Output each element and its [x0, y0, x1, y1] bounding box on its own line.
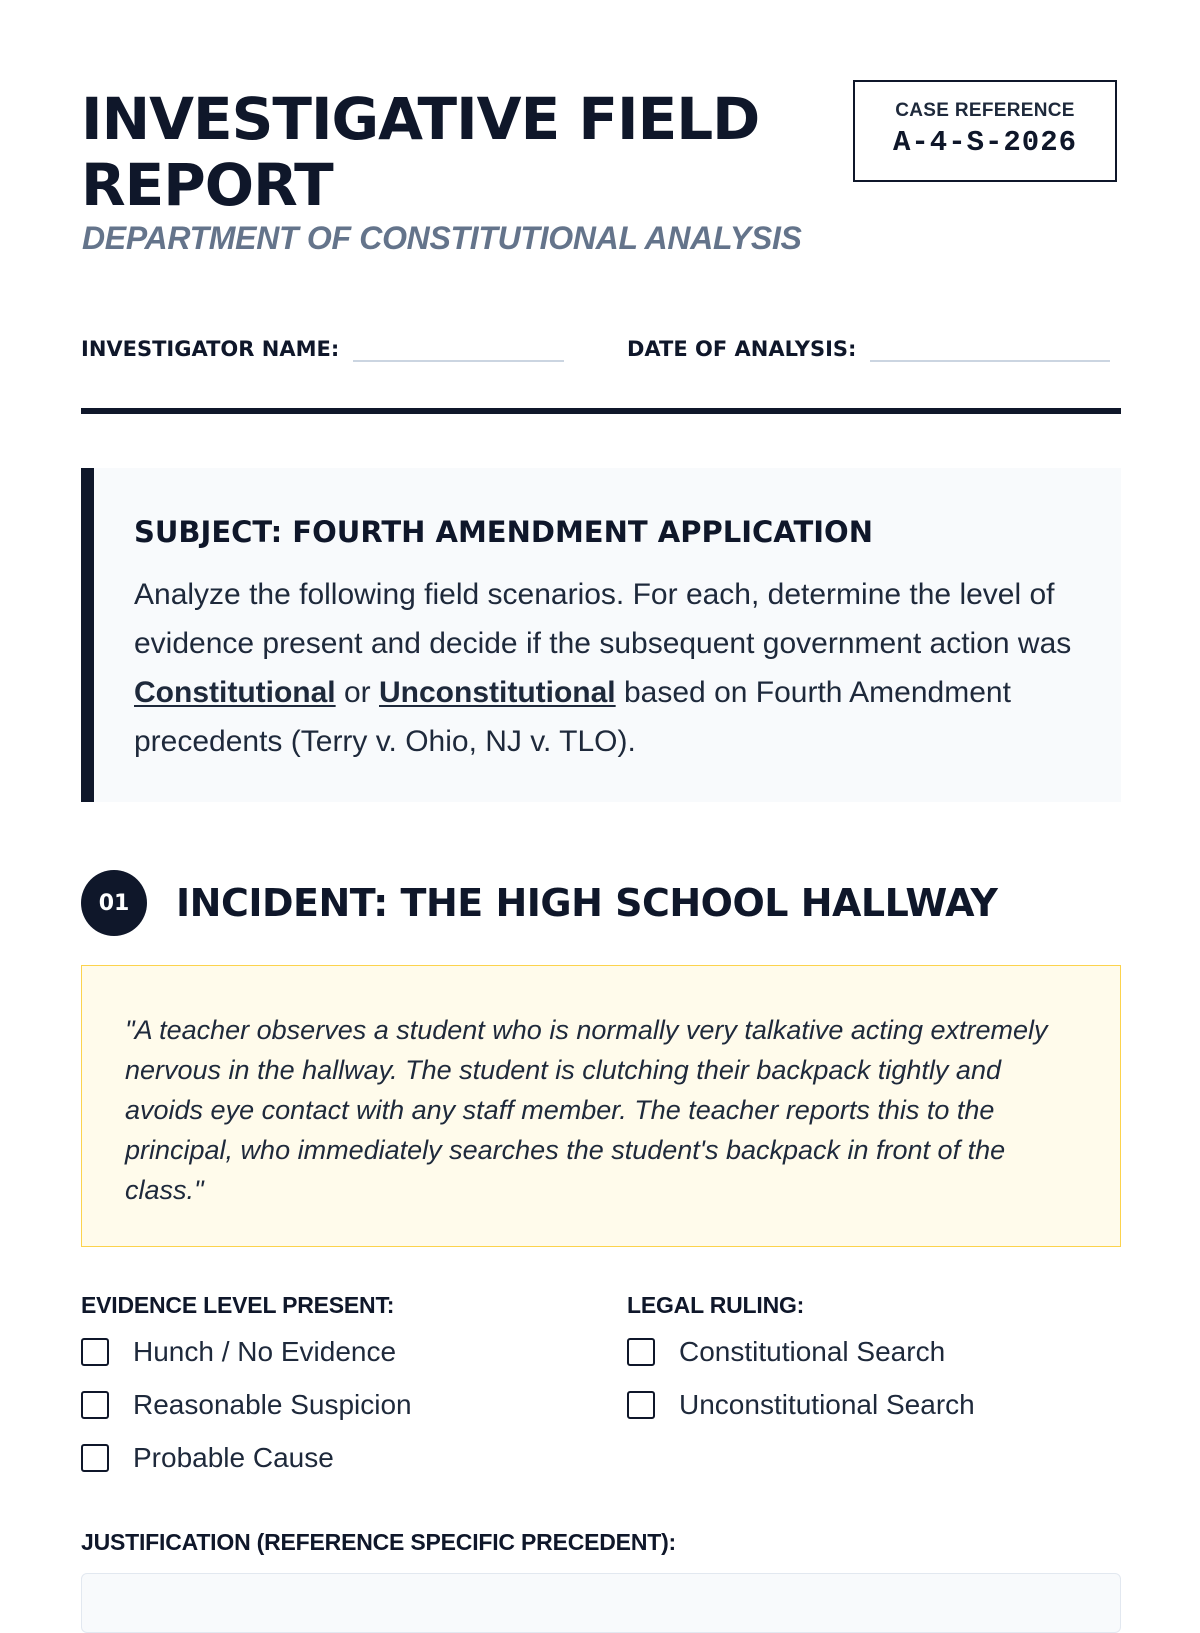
- evidence-hunch-checkbox[interactable]: [81, 1338, 109, 1366]
- scenario-text: "A teacher observes a student who is normally very talkative acting extremely nervous in the hallway. The student is clutching their backpack tightly and avoids eye contact with any staff member. The teacher reports this to the principal, who immediately searches the student's backpack in front of the class.": [125, 1015, 1048, 1205]
- subject-instructions: [134, 570, 1081, 766]
- incident-number-badge: 01: [81, 870, 147, 936]
- justification-textarea[interactable]: [81, 1573, 1121, 1633]
- incident-title: INCIDENT: THE HIGH SCHOOL HALLWAY: [176, 881, 998, 925]
- term-constitutional: Constitutional: [134, 676, 336, 709]
- investigator-input[interactable]: [353, 334, 564, 362]
- ruling-option-unconstitutional[interactable]: [627, 1378, 975, 1431]
- case-reference-label: CASE REFERENCE: [895, 100, 1075, 121]
- evidence-probable-cause-checkbox[interactable]: [81, 1444, 109, 1472]
- justification-heading: JUSTIFICATION (REFERENCE SPECIFIC PRECEDENT):: [81, 1529, 676, 1555]
- evidence-reasonable-suspicion-checkbox[interactable]: [81, 1391, 109, 1419]
- ruling-option-label: Constitutional Search: [679, 1335, 946, 1367]
- investigator-label: INVESTIGATOR NAME:: [81, 337, 340, 361]
- ruling-unconstitutional-checkbox[interactable]: [627, 1391, 655, 1419]
- ruling-option-label: Unconstitutional Search: [679, 1388, 975, 1420]
- subject-intro-text: Analyze the following field scenarios. For each, determine the level of evidence present and decide if the subsequent government action was: [134, 578, 1072, 660]
- subject-title: SUBJECT: FOURTH AMENDMENT APPLICATION: [134, 515, 873, 549]
- evidence-option-label: Probable Cause: [133, 1441, 334, 1473]
- case-reference-box: [853, 80, 1117, 182]
- scenario-box: [81, 965, 1121, 1247]
- header-divider: [81, 408, 1121, 414]
- legal-ruling-heading: LEGAL RULING:: [627, 1292, 805, 1318]
- subject-box: [81, 468, 1121, 802]
- date-field: [627, 332, 1110, 362]
- date-label: DATE OF ANALYSIS:: [627, 337, 857, 361]
- legal-ruling-group: [627, 1290, 975, 1431]
- department-subtitle: DEPARTMENT OF CONSTITUTIONAL ANALYSIS: [82, 220, 802, 256]
- evidence-option-label: Reasonable Suspicion: [133, 1388, 412, 1420]
- term-unconstitutional: Unconstitutional: [379, 676, 616, 709]
- evidence-option-probable-cause[interactable]: [81, 1431, 412, 1484]
- subject-outro-text: based on Fourth Amendment precedents (Terry v. Ohio, NJ v. TLO).: [134, 676, 1011, 758]
- case-reference-value: A-4-S-2026: [892, 126, 1078, 159]
- evidence-level-heading: EVIDENCE LEVEL PRESENT:: [81, 1292, 395, 1318]
- evidence-level-group: [81, 1290, 412, 1484]
- evidence-option-label: Hunch / No Evidence: [133, 1335, 397, 1367]
- investigator-field: [81, 332, 564, 362]
- report-title: INVESTIGATIVE FIELD REPORT: [81, 85, 760, 219]
- ruling-option-constitutional[interactable]: [627, 1325, 975, 1378]
- date-input[interactable]: [870, 334, 1110, 362]
- ruling-constitutional-checkbox[interactable]: [627, 1338, 655, 1366]
- evidence-option-hunch[interactable]: [81, 1325, 412, 1378]
- incident-heading: [81, 870, 997, 936]
- subject-connector-text: or: [335, 676, 379, 709]
- evidence-option-reasonable-suspicion[interactable]: [81, 1378, 412, 1431]
